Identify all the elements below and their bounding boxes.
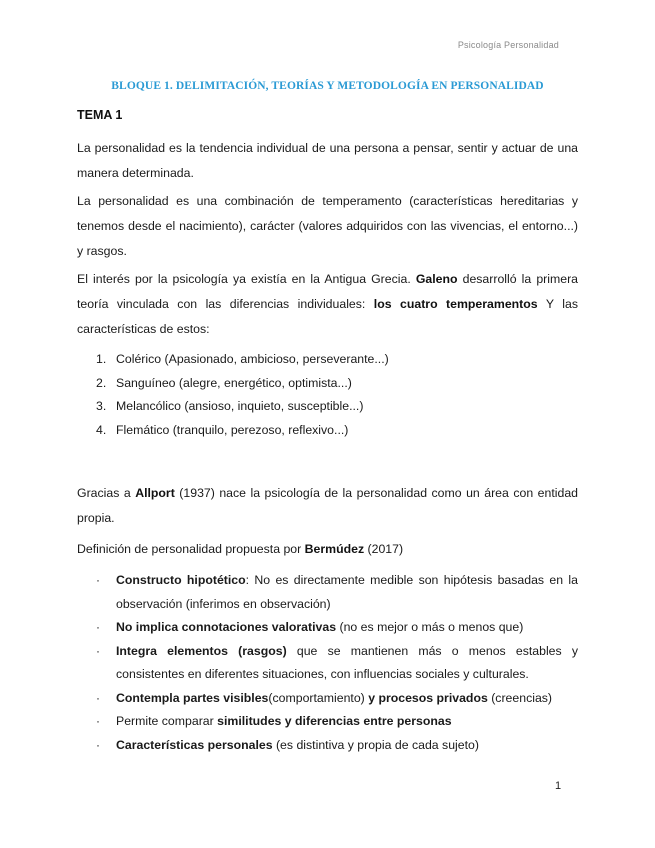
definition-bullets [96,569,578,757]
paragraph-definition: La personalidad es la tendencia individual de una persona a pensar, sentir y actuar de una manera determinada. [77,141,578,180]
list-item [96,348,389,372]
list-text: Melancólico (ansioso, inquieto, susceptible...) [116,399,364,413]
bullet-item [96,616,578,640]
bullet-marker: · [96,690,100,705]
bullet-marker: · [96,643,100,658]
text-run: Permite comparar [116,714,218,728]
bullet-marker: · [96,620,100,634]
list-number: 1. [96,352,107,366]
bold-run: Características personales [116,737,273,752]
paragraph-allport [77,481,578,531]
list-text: Flemático (tranquilo, perezoso, reflexivo...) [116,422,349,437]
list-text: Colérico (Apasionado, ambicioso, perseverante...) [116,352,389,366]
bullet-item [96,687,578,711]
paragraph-galeno [77,267,578,342]
bullet-marker: · [96,573,100,587]
text-run: El interés por la psicología ya existía en la Antigua Grecia. [77,272,416,286]
text-run: Gracias a [77,486,136,500]
bold-run: Bermúdez [304,542,365,556]
text-run: (1937) nace la psicología de la personalidad como un área con entidad propia. [77,486,578,525]
text-run: que se mantienen más o menos estables y consistentes en diferentes situaciones, con influencias sociales y culturales. [116,643,578,681]
bold-run: Galeno [415,272,458,286]
bold-run: los cuatro temperamentos [373,297,538,311]
temperaments-list [96,348,389,442]
bold-run: Contempla partes visibles [116,690,269,705]
running-header: Psicología Personalidad [457,40,559,50]
paragraph-combination: La personalidad es una combinación de temperamento (características hereditarias y tenemos desde el nacimiento), carácter (valores adquiridos con las vivencias, el entorno...) y rasgos. [77,194,578,258]
text-run: Y las características de estos: [77,297,579,336]
section-heading: TEMA 1 [77,108,123,122]
bullet-item [96,710,578,734]
text-run: (2017) [364,542,404,556]
text-run: Definición de personalidad propuesta por [77,542,305,556]
text-run: desarrolló la primera teoría vinculada con las diferencias individuales: [77,272,579,311]
bullet-item [96,640,578,687]
bullet-marker: · [96,714,100,728]
bullet-item [96,569,578,616]
page-number: 1 [555,780,562,792]
bold-run: Integra elementos (rasgos) [116,643,287,658]
list-item [96,372,389,396]
list-number: 4. [96,422,107,437]
list-number: 3. [96,399,107,413]
bullet-marker: · [96,737,100,752]
bold-run: similitudes y diferencias entre personas [217,714,452,728]
text-run: (comportamiento) [268,690,369,705]
block-title: BLOQUE 1. DELIMITACIÓN, TEORÍAS Y METODOLOGÍA EN PERSONALIDAD [111,80,544,92]
bold-run: Allport [135,486,175,500]
text-run: (creencias) [487,690,553,705]
list-item [96,395,389,419]
text-run: : No es directamente medible son hipótesis basadas en la observación (inferimos en observación) [116,573,578,611]
bold-run: No implica connotaciones valorativas [116,620,337,634]
bullet-item [96,734,578,758]
list-number: 2. [96,375,107,390]
text-run: (es distintiva y propia de cada sujeto) [272,737,479,752]
bold-run: Constructo hipotético [116,573,246,587]
list-text: Sanguíneo (alegre, energético, optimista...) [116,375,352,390]
text-run: (no es mejor o más o menos que) [336,620,524,634]
paragraph-bermudez [77,537,578,562]
list-item [96,419,389,443]
bold-run: y procesos privados [368,690,488,705]
